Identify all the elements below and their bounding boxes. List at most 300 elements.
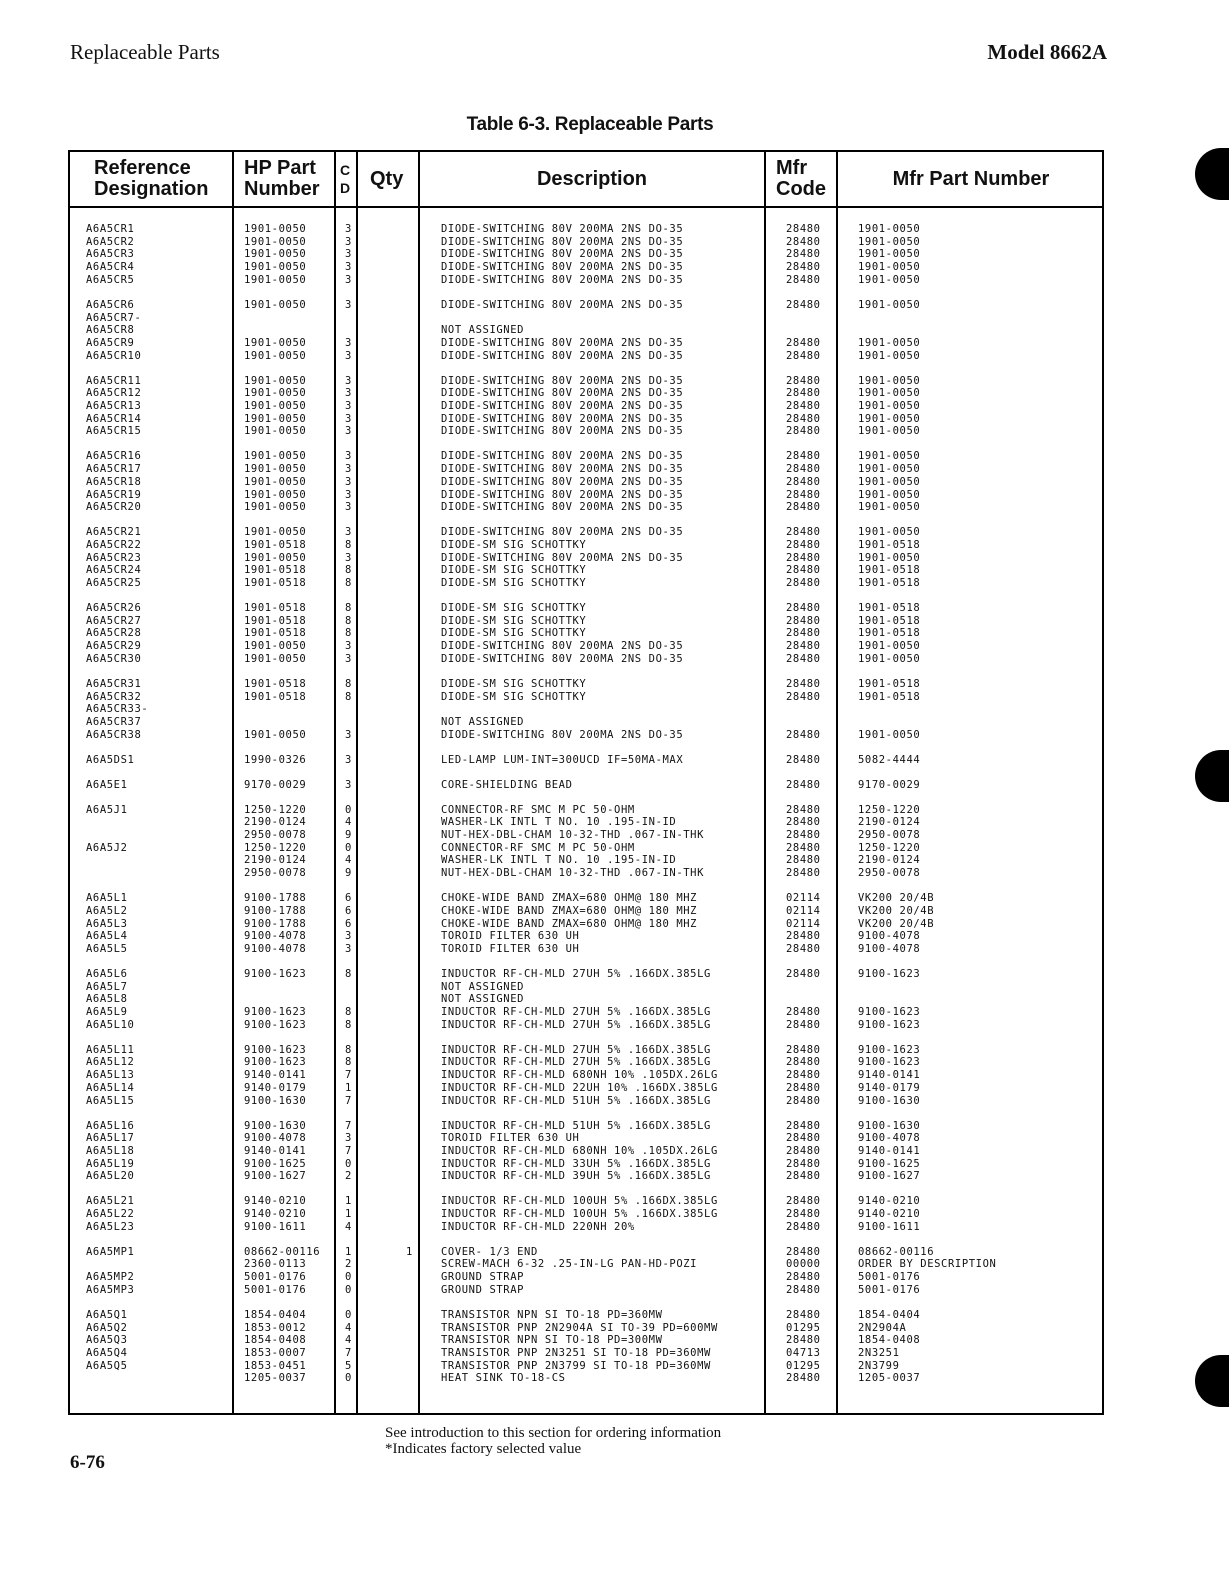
table-row (70, 299, 1102, 312)
description: TRANSISTOR PNP 2N3799 SI TO-18 PD=360MW (441, 1359, 711, 1372)
mfr-code: 28480 (786, 1018, 821, 1031)
table-row (70, 640, 1102, 653)
description: NOT ASSIGNED (441, 993, 525, 1006)
hp-part-number: 08662-00116 (244, 1245, 321, 1258)
mfr-code: 28480 (786, 1081, 821, 1094)
cd-digit: 3 (345, 298, 352, 311)
reference-designation: A6A5L7 (86, 980, 128, 993)
reference-designation: A6A5CR15 (86, 425, 142, 438)
cd-digit: 0 (345, 1283, 352, 1296)
mfr-part-number: ORDER BY DESCRIPTION (858, 1258, 997, 1271)
table-row (70, 539, 1102, 552)
mfr-code: 28480 (786, 803, 821, 816)
cd-digit: 4 (345, 1334, 352, 1347)
hp-part-number: 1205-0037 (244, 1372, 307, 1385)
hp-part-number: 2190-0124 (244, 854, 307, 867)
mfr-part-number: 9100-1623 (858, 1043, 921, 1056)
reference-designation: A6A5MP2 (86, 1271, 135, 1284)
reference-designation: A6A5Q3 (86, 1334, 128, 1347)
reference-designation: A6A5CR1 (86, 223, 135, 235)
mfr-code: 28480 (786, 1170, 821, 1183)
table-row (70, 754, 1102, 767)
description: INDUCTOR RF-CH-MLD 680NH 10% .105DX.26LG (441, 1144, 718, 1157)
mfr-part-number: 1901-0050 (858, 488, 921, 501)
mfr-code: 28480 (786, 501, 821, 514)
table-row (70, 1271, 1102, 1284)
reference-designation: A6A5L4 (86, 930, 128, 943)
table-row (70, 312, 1102, 325)
mfr-part-number: 9140-0141 (858, 1144, 921, 1157)
mfr-code: 28480 (786, 753, 821, 766)
hp-part-number: 1901-0518 (244, 602, 307, 614)
description: DIODE-SWITCHING 80V 200MA 2NS DO-35 (441, 235, 684, 248)
cd-digit: 3 (345, 652, 352, 665)
mfr-code: 28480 (786, 1094, 821, 1107)
hp-part-number: 1854-0404 (244, 1308, 307, 1321)
qty: 1 (406, 1245, 413, 1258)
description: GROUND STRAP (441, 1283, 525, 1296)
description: DIODE-SWITCHING 80V 200MA 2NS DO-35 (441, 412, 684, 425)
mfr-part-number: 1901-0050 (858, 374, 921, 387)
table-row (70, 867, 1102, 880)
description: DIODE-SM SIG SCHOTTKY (441, 627, 587, 640)
cd-digit: 8 (345, 677, 352, 690)
hp-part-number: 9100-1627 (244, 1170, 307, 1183)
cd-digit: 3 (345, 374, 352, 387)
description: DIODE-SWITCHING 80V 200MA 2NS DO-35 (441, 640, 684, 653)
description: TOROID FILTER 630 UH (441, 942, 580, 955)
hp-part-number: 1901-0518 (244, 614, 307, 627)
mfr-code: 28480 (786, 336, 821, 349)
mfr-code: 28480 (786, 640, 821, 653)
hp-part-number: 1250-1220 (244, 803, 307, 816)
description: DIODE-SWITCHING 80V 200MA 2NS DO-35 (441, 425, 684, 438)
table-row (70, 1284, 1102, 1297)
hp-part-number: 1901-0050 (244, 273, 307, 286)
description: WASHER-LK INTL T NO. 10 .195-IN-ID (441, 816, 677, 829)
reference-designation: A6A5E1 (86, 778, 128, 791)
table-row (70, 501, 1102, 514)
table-row (70, 450, 1102, 463)
mfr-part-number: 1901-0050 (858, 425, 921, 438)
mfr-part-number: 9170-0029 (858, 778, 921, 791)
running-header-right: Model 8662A (987, 40, 1107, 64)
mfr-code: 28480 (786, 1006, 821, 1018)
mfr-part-number: 9100-1630 (858, 1094, 921, 1107)
mfr-part-number: 1250-1220 (858, 841, 921, 854)
reference-designation: A6A5CR27 (86, 614, 142, 627)
hp-part-number: 9100-4078 (244, 930, 307, 943)
description: INDUCTOR RF-CH-MLD 27UH 5% .166DX.385LG (441, 1043, 711, 1056)
hp-part-number: 1990-0326 (244, 753, 307, 766)
description: DIODE-SWITCHING 80V 200MA 2NS DO-35 (441, 374, 684, 387)
reference-designation: A6A5L14 (86, 1081, 135, 1094)
description: NUT-HEX-DBL-CHAM 10-32-THD .067-IN-THK (441, 829, 705, 841)
description: DIODE-SWITCHING 80V 200MA 2NS DO-35 (441, 501, 684, 514)
table-row (70, 1145, 1102, 1158)
mfr-part-number: 9100-4078 (858, 930, 921, 943)
cd-digit: 8 (345, 627, 352, 640)
description: INDUCTOR RF-CH-MLD 220NH 20% (441, 1220, 635, 1233)
hp-part-number: 1901-0050 (244, 412, 307, 425)
reference-designation: A6A5MP1 (86, 1245, 135, 1258)
mfr-part-number: 1901-0050 (858, 526, 921, 539)
cd-digit: 3 (345, 412, 352, 425)
cd-digit: 1 (345, 1195, 352, 1208)
description: DIODE-SM SIG SCHOTTKY (441, 690, 587, 703)
reference-designation: A6A5CR24 (86, 564, 142, 577)
header-mfr-code (776, 152, 834, 206)
mfr-part-number: 1854-0404 (858, 1308, 921, 1321)
header-qty (370, 152, 416, 206)
cd-digit: 6 (345, 917, 352, 930)
description: INDUCTOR RF-CH-MLD 27UH 5% .166DX.385LG (441, 1056, 711, 1069)
reference-designation: A6A5CR29 (86, 640, 142, 653)
reference-designation: A6A5CR23 (86, 551, 142, 564)
reference-designation: A6A5CR12 (86, 387, 142, 400)
mfr-part-number: 2190-0124 (858, 854, 921, 867)
hp-part-number: 1901-0050 (244, 400, 307, 412)
hp-part-number: 1901-0050 (244, 298, 307, 311)
table-row (70, 678, 1102, 691)
table-row (70, 489, 1102, 502)
table-row (70, 236, 1102, 249)
cd-digit: 5 (345, 1359, 352, 1372)
cd-digit: 9 (345, 829, 352, 841)
hp-part-number: 1901-0518 (244, 564, 307, 577)
description: CONNECTOR-RF SMC M PC 50-OHM (441, 841, 635, 854)
mfr-code: 28480 (786, 1119, 821, 1132)
reference-designation: A6A5Q1 (86, 1308, 128, 1321)
description: SCREW-MACH 6-32 .25-IN-LG PAN-HD-POZI (441, 1258, 698, 1271)
table-row (70, 526, 1102, 539)
mfr-part-number: 9100-1623 (858, 1056, 921, 1069)
table-row (70, 816, 1102, 829)
description: HEAT SINK TO-18-CS (441, 1372, 566, 1385)
header-hp-part-number (244, 152, 332, 206)
description: NOT ASSIGNED (441, 324, 525, 337)
hp-part-number: 1901-0050 (244, 728, 307, 741)
reference-designation: A6A5CR26 (86, 602, 142, 614)
mfr-code: 02114 (786, 892, 821, 905)
cd-digit: 3 (345, 425, 352, 438)
description: CHOKE-WIDE BAND ZMAX=680 OHM@ 180 MHZ (441, 917, 698, 930)
cd-digit: 3 (345, 753, 352, 766)
description: DIODE-SWITCHING 80V 200MA 2NS DO-35 (441, 652, 684, 665)
mfr-code: 28480 (786, 841, 821, 854)
mfr-part-number: 2N3799 (858, 1359, 900, 1372)
table-row (70, 425, 1102, 438)
binder-tab-mark (1195, 750, 1229, 802)
mfr-code: 28480 (786, 602, 821, 614)
reference-designation: A6A5CR14 (86, 412, 142, 425)
description: DIODE-SWITCHING 80V 200MA 2NS DO-35 (441, 463, 684, 476)
hp-part-number: 1901-0518 (244, 677, 307, 690)
mfr-code: 28480 (786, 538, 821, 551)
hp-part-number: 9100-1623 (244, 1056, 307, 1069)
mfr-part-number: 1901-0050 (858, 640, 921, 653)
table-row (70, 716, 1102, 729)
table-row (70, 729, 1102, 742)
hp-part-number: 1901-0050 (244, 551, 307, 564)
description: TRANSISTOR PNP 2N3251 SI TO-18 PD=360MW (441, 1346, 711, 1359)
parts-table (68, 150, 1104, 1415)
mfr-part-number: 1901-0518 (858, 627, 921, 640)
table-row (70, 1347, 1102, 1360)
description: DIODE-SWITCHING 80V 200MA 2NS DO-35 (441, 261, 684, 274)
reference-designation: A6A5L10 (86, 1018, 135, 1031)
description: INDUCTOR RF-CH-MLD 22UH 10% .166DX.385LG (441, 1081, 718, 1094)
table-row (70, 248, 1102, 261)
description: NUT-HEX-DBL-CHAM 10-32-THD .067-IN-THK (441, 867, 705, 880)
mfr-code: 28480 (786, 854, 821, 867)
reference-designation: A6A5CR17 (86, 463, 142, 476)
header-text: Mfr Part Number (892, 167, 1050, 190)
hp-part-number: 9100-1611 (244, 1220, 307, 1233)
reference-designation: A6A5CR2 (86, 235, 135, 248)
hp-part-number: 1901-0050 (244, 450, 307, 463)
description: DIODE-SWITCHING 80V 200MA 2NS DO-35 (441, 298, 684, 311)
table-row (70, 804, 1102, 817)
table-row (70, 1132, 1102, 1145)
mfr-code: 04713 (786, 1346, 821, 1359)
table-row (70, 476, 1102, 489)
hp-part-number: 1901-0050 (244, 374, 307, 387)
cd-digit: 0 (345, 1308, 352, 1321)
hp-part-number: 1901-0050 (244, 501, 307, 514)
hp-part-number: 1901-0050 (244, 463, 307, 476)
mfr-code: 28480 (786, 298, 821, 311)
hp-part-number: 1853-0451 (244, 1359, 307, 1372)
description: INDUCTOR RF-CH-MLD 680NH 10% .105DX.26LG (441, 1069, 718, 1082)
mfr-code: 28480 (786, 1056, 821, 1069)
reference-designation: A6A5CR13 (86, 400, 142, 412)
table-row (70, 854, 1102, 867)
header-text: Qty (370, 167, 404, 190)
reference-designation: A6A5CR32 (86, 690, 142, 703)
table-row (70, 615, 1102, 628)
hp-part-number: 1854-0408 (244, 1334, 307, 1347)
mfr-code: 28480 (786, 778, 821, 791)
cd-digit: 3 (345, 526, 352, 539)
mfr-code: 01295 (786, 1359, 821, 1372)
cd-digit: 2 (345, 1170, 352, 1183)
reference-designation: A6A5Q5 (86, 1359, 128, 1372)
mfr-part-number: 1901-0518 (858, 690, 921, 703)
mfr-code: 28480 (786, 261, 821, 274)
table-row (70, 1221, 1102, 1234)
cd-digit: 3 (345, 273, 352, 286)
mfr-code: 28480 (786, 627, 821, 640)
description: DIODE-SM SIG SCHOTTKY (441, 677, 587, 690)
footnote (385, 1425, 721, 1457)
hp-part-number: 1901-0050 (244, 261, 307, 274)
mfr-code: 28480 (786, 728, 821, 741)
mfr-part-number: 9100-1623 (858, 967, 921, 980)
mfr-code: 28480 (786, 1308, 821, 1321)
reference-designation: A6A5DS1 (86, 753, 135, 766)
mfr-part-number: 1901-0050 (858, 475, 921, 488)
mfr-part-number: 1901-0050 (858, 235, 921, 248)
mfr-code: 28480 (786, 1144, 821, 1157)
mfr-part-number: 1901-0518 (858, 564, 921, 577)
mfr-part-number: 1250-1220 (858, 803, 921, 816)
mfr-code: 28480 (786, 816, 821, 829)
mfr-code: 28480 (786, 652, 821, 665)
mfr-part-number: 1901-0050 (858, 652, 921, 665)
reference-designation: A6A5L20 (86, 1170, 135, 1183)
cd-digit: 7 (345, 1069, 352, 1082)
description: LED-LAMP LUM-INT=300UCD IF=50MA-MAX (441, 753, 684, 766)
mfr-code: 28480 (786, 1220, 821, 1233)
cd-digit: 3 (345, 463, 352, 476)
mfr-part-number: 1901-0050 (858, 336, 921, 349)
cd-digit: 3 (345, 400, 352, 412)
hp-part-number: 1901-0050 (244, 425, 307, 438)
hp-part-number: 1901-0050 (244, 526, 307, 539)
reference-designation: A6A5CR28 (86, 627, 142, 640)
description: TOROID FILTER 630 UH (441, 930, 580, 943)
description: INDUCTOR RF-CH-MLD 27UH 5% .166DX.385LG (441, 1006, 711, 1018)
mfr-part-number: 9140-0210 (858, 1195, 921, 1208)
mfr-part-number: 9100-4078 (858, 1132, 921, 1145)
header-mfr-part-number (838, 152, 1104, 206)
mfr-code: 28480 (786, 349, 821, 362)
cd-digit: 4 (345, 854, 352, 867)
cd-digit: 1 (345, 1208, 352, 1220)
cd-digit: 8 (345, 967, 352, 980)
footnote-line: See introduction to this section for ordering information (385, 1425, 722, 1441)
reference-designation: A6A5L13 (86, 1069, 135, 1082)
mfr-code: 28480 (786, 1069, 821, 1082)
reference-designation: A6A5L15 (86, 1094, 135, 1107)
description: DIODE-SM SIG SCHOTTKY (441, 538, 587, 551)
header-text: Code (776, 178, 826, 200)
mfr-code: 28480 (786, 829, 821, 841)
table-row (70, 1044, 1102, 1057)
table-row (70, 653, 1102, 666)
mfr-part-number: 1901-0518 (858, 602, 921, 614)
hp-part-number: 1901-0050 (244, 475, 307, 488)
mfr-part-number: 2N3251 (858, 1346, 900, 1359)
mfr-part-number: 5082-4444 (858, 753, 921, 766)
table-row (70, 1170, 1102, 1183)
reference-designation: A6A5CR6 (86, 298, 135, 311)
mfr-part-number: 1901-0050 (858, 501, 921, 514)
description: DIODE-SWITCHING 80V 200MA 2NS DO-35 (441, 349, 684, 362)
hp-part-number: 9100-1623 (244, 1018, 307, 1031)
table-row (70, 829, 1102, 842)
description: DIODE-SM SIG SCHOTTKY (441, 564, 587, 577)
cd-digit: 8 (345, 602, 352, 614)
reference-designation: A6A5CR30 (86, 652, 142, 665)
description: DIODE-SWITCHING 80V 200MA 2NS DO-35 (441, 273, 684, 286)
mfr-part-number: 2950-0078 (858, 867, 921, 880)
mfr-part-number: 9140-0210 (858, 1208, 921, 1220)
table-row (70, 577, 1102, 590)
cd-digit: 3 (345, 930, 352, 943)
mfr-code: 28480 (786, 942, 821, 955)
cd-digit: 4 (345, 1220, 352, 1233)
cd-digit: 3 (345, 488, 352, 501)
cd-digit: 7 (345, 1094, 352, 1107)
mfr-part-number: 1901-0050 (858, 450, 921, 463)
reference-designation: A6A5L8 (86, 993, 128, 1006)
mfr-part-number: 08662-00116 (858, 1245, 935, 1258)
mfr-code: 28480 (786, 930, 821, 943)
reference-designation: A6A5CR21 (86, 526, 142, 539)
reference-designation: A6A5L1 (86, 892, 128, 905)
reference-designation: A6A5L3 (86, 917, 128, 930)
table-row (70, 463, 1102, 476)
mfr-part-number: VK200 20/4B (858, 892, 935, 905)
header-text: HP Part (244, 157, 316, 179)
mfr-part-number: 2190-0124 (858, 816, 921, 829)
cd-digit: 7 (345, 1144, 352, 1157)
header-description (420, 152, 764, 206)
reference-designation: A6A5L18 (86, 1144, 135, 1157)
cd-digit: 3 (345, 336, 352, 349)
table-row (70, 1006, 1102, 1019)
header-text: Reference (94, 157, 191, 179)
description: INDUCTOR RF-CH-MLD 27UH 5% .166DX.385LG (441, 967, 711, 980)
mfr-code: 28480 (786, 1195, 821, 1208)
reference-designation: A6A5Q4 (86, 1346, 128, 1359)
hp-part-number: 1250-1220 (244, 841, 307, 854)
hp-part-number: 1901-0050 (244, 223, 307, 235)
mfr-part-number: 1854-0408 (858, 1334, 921, 1347)
cd-digit: 0 (345, 1271, 352, 1284)
mfr-code: 28480 (786, 475, 821, 488)
reference-designation: A6A5L21 (86, 1195, 135, 1208)
cd-digit: 8 (345, 1018, 352, 1031)
reference-designation: A6A5CR20 (86, 501, 142, 514)
table-row (70, 1208, 1102, 1221)
cd-digit: 3 (345, 778, 352, 791)
hp-part-number: 9100-4078 (244, 942, 307, 955)
cd-digit: 3 (345, 501, 352, 514)
mfr-part-number: 1901-0050 (858, 248, 921, 261)
hp-part-number: 1901-0518 (244, 627, 307, 640)
cd-digit: 0 (345, 841, 352, 854)
description: CONNECTOR-RF SMC M PC 50-OHM (441, 803, 635, 816)
table-row (70, 1309, 1102, 1322)
mfr-part-number: 5001-0176 (858, 1271, 921, 1284)
table-row (70, 400, 1102, 413)
mfr-code: 28480 (786, 387, 821, 400)
mfr-code: 28480 (786, 1334, 821, 1347)
mfr-code: 28480 (786, 526, 821, 539)
table-row (70, 324, 1102, 337)
mfr-part-number: 1901-0050 (858, 463, 921, 476)
reference-designation: A6A5CR3 (86, 248, 135, 261)
mfr-code: 28480 (786, 1157, 821, 1170)
mfr-part-number: VK200 20/4B (858, 917, 935, 930)
hp-part-number: 1901-0050 (244, 235, 307, 248)
description: DIODE-SWITCHING 80V 200MA 2NS DO-35 (441, 387, 684, 400)
mfr-part-number: 2950-0078 (858, 829, 921, 841)
reference-designation: A6A5CR8 (86, 324, 135, 337)
reference-designation: A6A5L5 (86, 942, 128, 955)
hp-part-number: 1901-0050 (244, 387, 307, 400)
hp-part-number: 1901-0518 (244, 690, 307, 703)
header-cd (340, 152, 356, 206)
reference-designation: A6A5CR10 (86, 349, 142, 362)
hp-part-number: 9100-1788 (244, 904, 307, 917)
hp-part-number: 9170-0029 (244, 778, 307, 791)
reference-designation: A6A5CR9 (86, 336, 135, 349)
hp-part-number: 9100-1623 (244, 967, 307, 980)
